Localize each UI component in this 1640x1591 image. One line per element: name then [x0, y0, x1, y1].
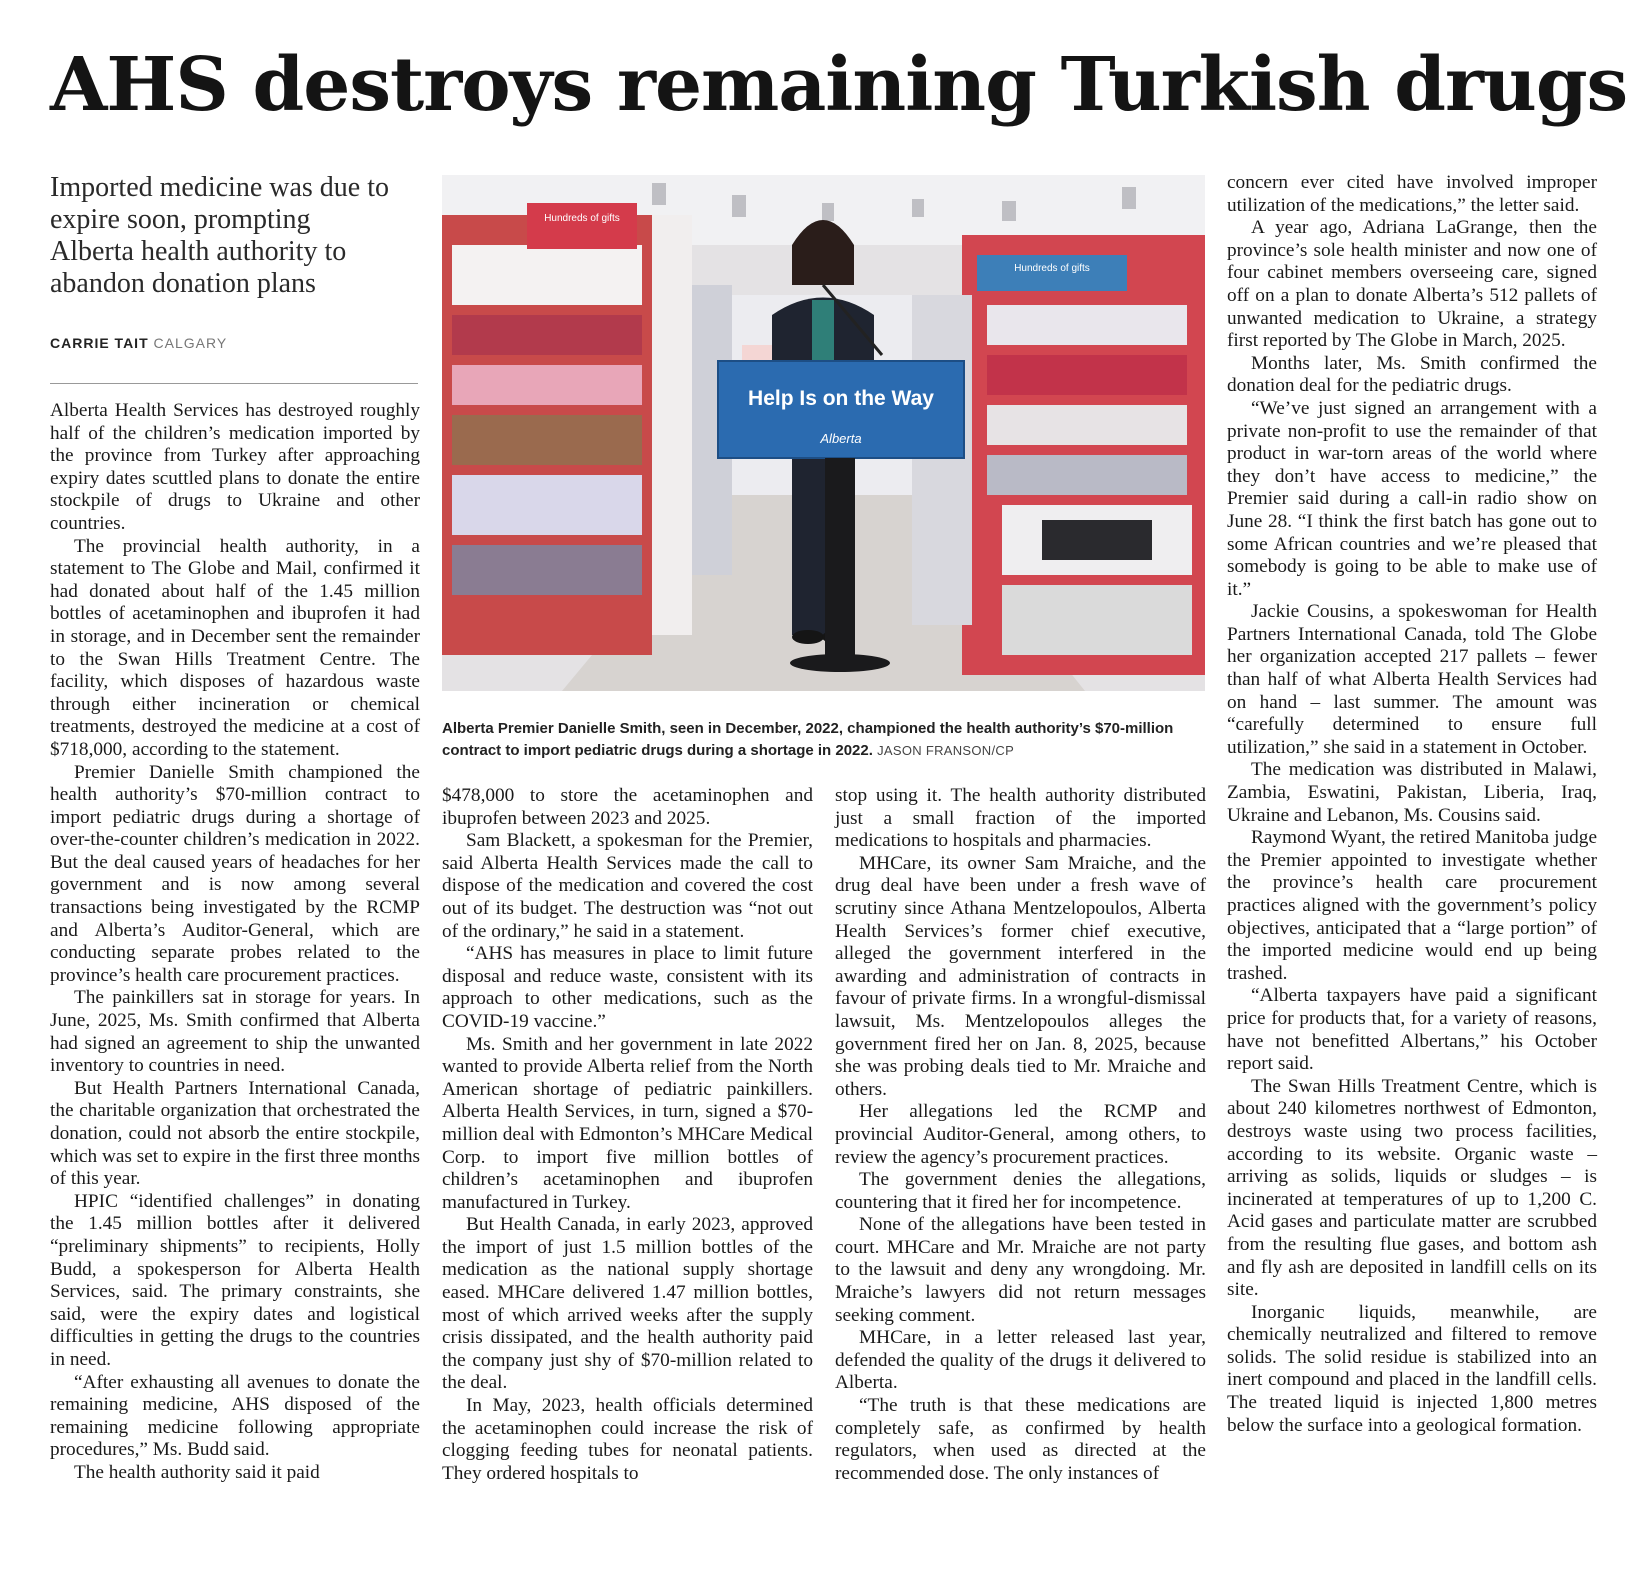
podium-sign: Help Is on the Way	[748, 387, 934, 410]
article-column-2	[442, 785, 813, 1550]
paragraph: Raymond Wyant, the retired Manitoba judge the Premier appointed to investigate whether the province’s health care procurement practices aligned with the government’s policy objectives, anticipated that a “large portion” of the imported medicine would end up being trashed.	[1227, 827, 1597, 984]
paragraph: The provincial health authority, in a statement to The Globe and Mail, confirmed it had donated about half of the 1.45 million bottles of acetaminophen and ibuprofen it had in storage, and in December sent the remainder to the Swan Hills Treatment Centre. The facility, which disposes of hazardous waste through either incineration or chemical treatments, destroyed the medicine at a cost of $718,000, according to the statement.	[50, 535, 420, 760]
paragraph: The Swan Hills Treatment Centre, which is about 240 kilometres northwest of Edmonton, destroys waste using two process facilities, according to its website. Organic waste – arriving as solids, liquids or sludges – is incinerated at temperatures of up to 1,200 C. Acid gases and particulate matter are scrubbed from the resulting flue gases, and bottom ash and fly ash are deposited in landfill cells on its site.	[1227, 1075, 1597, 1301]
paragraph-continued: concern ever cited have involved improper utilization of the medications,” the letter said.	[1227, 172, 1597, 216]
paragraph: “The truth is that these medications are completely safe, as confirmed by health regulators, when used as directed at the recommended dose. The only instances of	[835, 1395, 1206, 1484]
news-photo	[442, 175, 1205, 691]
paragraph: “After exhausting all avenues to donate the remaining medicine, AHS disposed of the remaining medicine following appropriate procedures,” Ms. Budd said.	[50, 1371, 420, 1461]
paragraph-continued: $478,000 to store the acetaminophen and ibuprofen between 2023 and 2025.	[442, 785, 813, 829]
shelf-banner-right: Hundreds of gifts	[1014, 263, 1090, 274]
paragraph: HPIC “identified challenges” in donating the 1.45 million bottles after it delivered “preliminary shipments” to recipients, Holly Budd, a spokesperson for Alberta Health Services, said. The primary constraints, she said, were the expiry dates and logistical difficulties in getting the drugs to the countries in need.	[50, 1190, 420, 1370]
paragraph: Sam Blackett, a spokesman for the Premier, said Alberta Health Services made the call to dispose of the medication and covered the cost out of its budget. The destruction was “not out of the ordinary,” he said in a statement.	[442, 830, 813, 942]
paragraph: None of the allegations have been tested in court. MHCare and Mr. Mraiche are not party to the lawsuit and deny any wrongdoing. Mr. Mraiche’s lawyers did not return messages seeking comment.	[835, 1214, 1206, 1326]
paragraph: Her allegations led the RCMP and provincial Auditor-General, among others, to review the agency’s procurement practices.	[835, 1101, 1206, 1168]
article-column-4	[1227, 172, 1597, 1552]
caption-text: Alberta Premier Danielle Smith, seen in December, 2022, championed the health authority’s $70-million contract to import pediatric drugs during a shortage in 2022.	[442, 720, 1174, 759]
byline	[50, 335, 227, 351]
paragraph: A year ago, Adriana LaGrange, then the province’s sole health minister and now one of four cabinet members overseeing care, signed off on a plan to donate Alberta’s 512 pallets of unwanted medication to Ukraine, a strategy first reported by The Globe in March, 2025.	[1227, 217, 1597, 352]
paragraph-continued: stop using it. The health authority distributed just a small fraction of the imported medications to hospitals and pharmacies.	[835, 785, 1206, 852]
paragraph: MHCare, in a letter released last year, defended the quality of the drugs it delivered to Alberta.	[835, 1327, 1206, 1394]
paragraph: In May, 2023, health officials determined the acetaminophen could increase the risk of clogging feeding tubes for neonatal patients. They ordered hospitals to	[442, 1395, 813, 1484]
shelf-banner-left: Hundreds of gifts	[544, 213, 620, 224]
headline: AHS destroys remaining Turkish drugs	[50, 42, 1628, 128]
paragraph: Jackie Cousins, a spokeswoman for Health Partners International Canada, told The Globe her organization accepted 217 pallets – fewer than half of what Alberta Health Services had on hand – last summer. The amount was “carefully determined to ensure full utilization,” she said in a statement in October.	[1227, 601, 1597, 758]
byline-location: CALGARY	[153, 335, 228, 351]
paragraph: “We’ve just signed an arrangement with a private non-profit to use the remainder of that product in war-torn areas of the world where they don’t have access to medicine,” the Premier said during a call-in radio show on June 28. “I think the first batch has gone out to some African countries and we’re pleased that somebody is going to be able to make use of it.”	[1227, 397, 1597, 600]
paragraph: The painkillers sat in storage for years. In June, 2025, Ms. Smith confirmed that Alberta had signed an agreement to ship the unwanted inventory to countries in need.	[50, 987, 420, 1077]
byline-divider	[50, 383, 418, 384]
paragraph: But Health Canada, in early 2023, approved the import of just 1.5 million bottles of the medication as the national supply shortage eased. MHCare delivered 1.47 million bottles, most of which arrived weeks after the supply crisis dissipated, and the health authority paid the company just shy of $70-million related to the deal.	[442, 1214, 813, 1394]
paragraph: Premier Danielle Smith championed the health authority’s $70-million contract to import pediatric drugs during a shortage of over-the-counter children’s medication in 2022. But the deal caused years of headaches for her government and is now among several transactions being investigated by the RCMP and Alberta’s Auditor-General, which are conducting separate probes related to the province’s health care procurement practices.	[50, 761, 420, 986]
paragraph: “Alberta taxpayers have paid a significant price for products that, for a variety of reasons, have not benefitted Albertans,” his October report said.	[1227, 985, 1597, 1075]
paragraph: The medication was distributed in Malawi, Zambia, Eswatini, Pakistan, Liberia, Iraq, Ukraine and Lebanon, Ms. Cousins said.	[1227, 759, 1597, 826]
byline-author: CARRIE TAIT	[50, 335, 149, 351]
paragraph: Months later, Ms. Smith confirmed the donation deal for the pediatric drugs.	[1227, 352, 1597, 397]
alberta-logo: Alberta	[820, 431, 862, 446]
paragraph: MHCare, its owner Sam Mraiche, and the drug deal have been under a fresh wave of scrutiny since Athana Mentzelopoulos, Alberta Health Services’s former chief executive, alleged the government interfered in the awarding and administration of contracts in favour of private firms. In a wrongful-dismissal lawsuit, Ms. Mentzelopoulos alleges the government fired her on Jan. 8, 2025, because she was probing deals tied to Mr. Mraiche and others.	[835, 852, 1206, 1100]
paragraph: Ms. Smith and her government in late 2022 wanted to provide Alberta relief from the North American shortage of pediatric painkillers. Alberta Health Services, in turn, signed a $70-million deal with Edmonton’s MHCare Medical Corp. to import five million bottles of children’s acetaminophen and ibuprofen manufactured in Turkey.	[442, 1033, 813, 1213]
article-column-1	[50, 400, 420, 1550]
deck-subheadline: Imported medicine was due to expire soon, prompting Alberta health authority to abandon donation plans	[50, 172, 390, 299]
paragraph: “AHS has measures in place to limit future disposal and reduce waste, consistent with its approach to other medications, such as the COVID-19 vaccine.”	[442, 943, 813, 1032]
paragraph: But Health Partners International Canada, the charitable organization that orchestrated the donation, could not absorb the entire stockpile, which was set to expire in the first three months of this year.	[50, 1077, 421, 1190]
paragraph: The health authority said it paid	[74, 1461, 320, 1483]
paragraph: Inorganic liquids, meanwhile, are chemically neutralized and filtered to remove solids. The solid residue is stabilized into an inert compound and placed in the landfill cells. The treated liquid is injected 1,800 metres below the surface into a geological formation.	[1227, 1301, 1597, 1436]
paragraph: Alberta Health Services has destroyed roughly half of the children’s medication imported by the province from Turkey after approaching expiry dates scuttled plans to donate the entire stockpile of drugs to Ukraine and other countries.	[50, 400, 420, 534]
paragraph: The government denies the allegations, countering that it fired her for incompetence.	[835, 1169, 1206, 1213]
article-column-3	[835, 785, 1206, 1550]
photo-credit: JASON FRANSON/CP	[877, 743, 1015, 758]
photo-caption	[442, 718, 1212, 762]
